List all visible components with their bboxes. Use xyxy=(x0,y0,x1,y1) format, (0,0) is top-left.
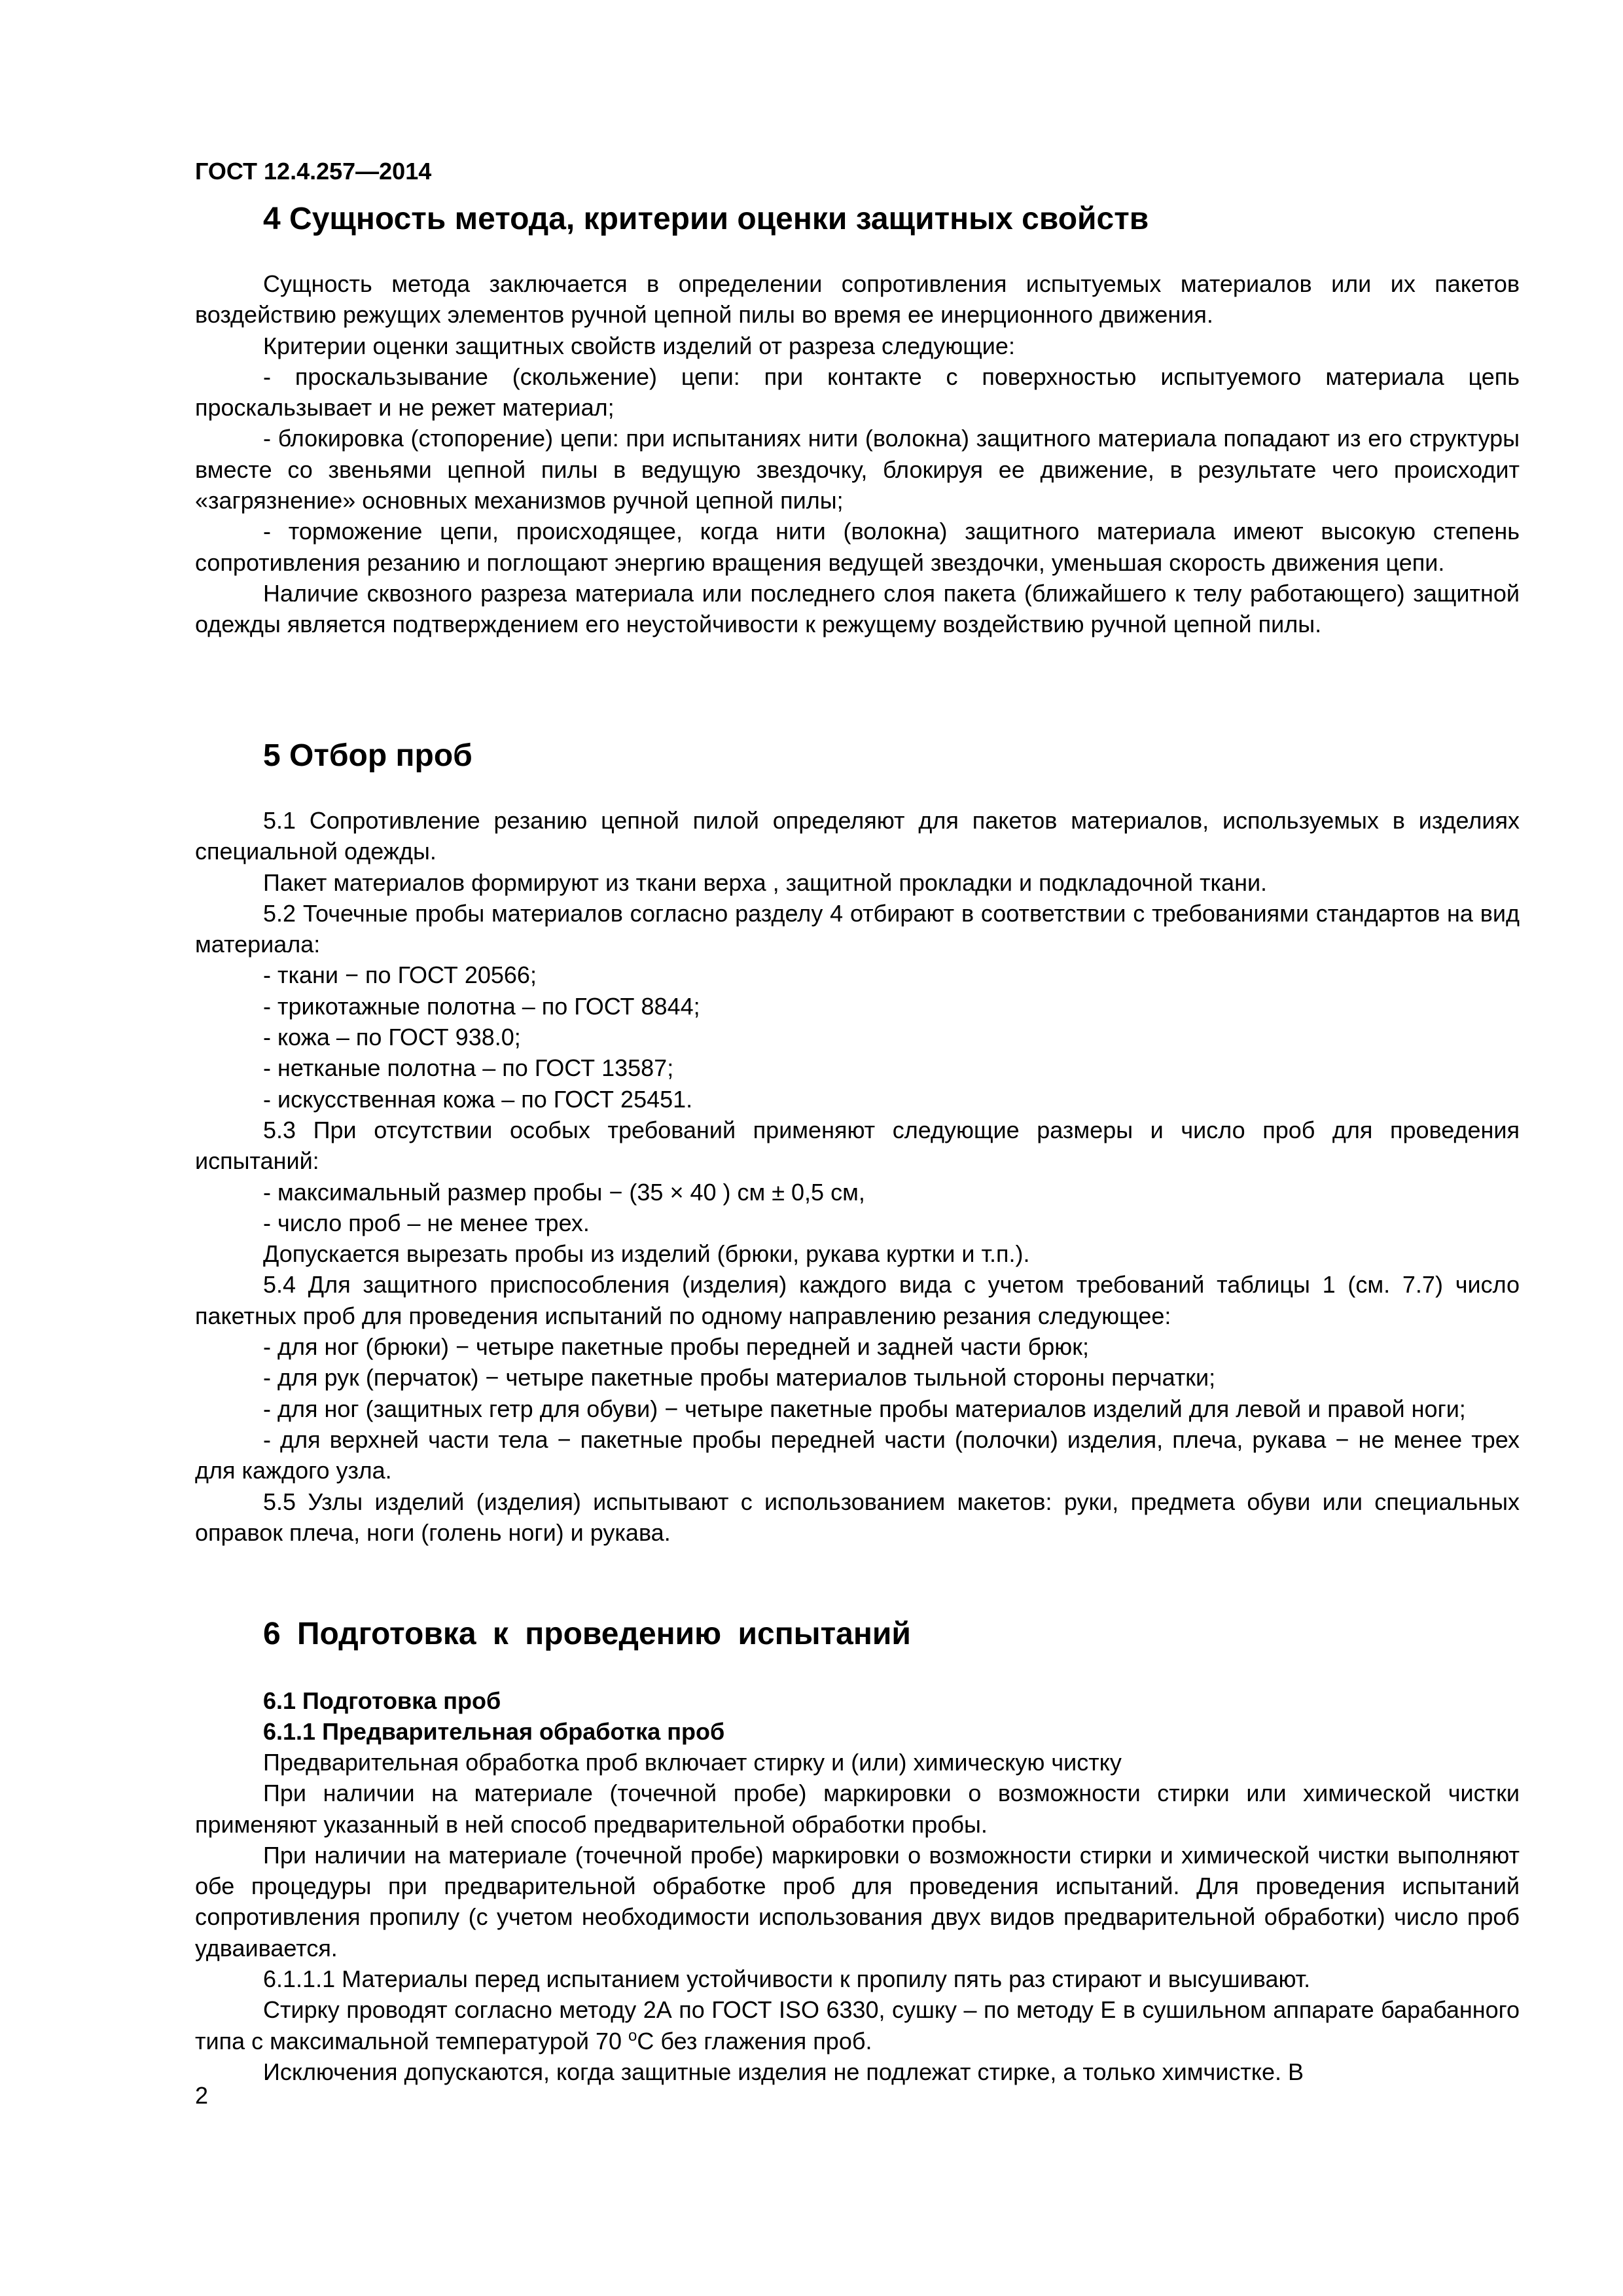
text-fragment: Стирку проводят согласно методу 2А по ГОСТ ISO 6330, сушку – по методу Е в сушильном аппарате барабанного типа с максимальной температурой 70 xyxy=(195,1996,1520,2054)
list-item: - ткани − по ГОСТ 20566; xyxy=(263,961,537,989)
paragraph: Наличие сквозного разреза материала или последнего слоя пакета (ближайшего к телу работающего) защитной одежды является подтверждением его неустойчивости к режущему воздействию ручной цепной пилы. xyxy=(195,579,1520,638)
list-item: - для ног (брюки) − четыре пакетные пробы передней и задней части брюк; xyxy=(263,1333,1090,1361)
superscript-degree: o xyxy=(628,2026,637,2045)
paragraph: При наличии на материале (точечной пробе) маркировки о возможности стирки и химической чистки выполняют обе процедуры при предварительной обработке проб для проведения испытаний. Для проведения испытаний сопротивления пропилу (с учетом необходимости использования двух видов предварительной обработки) число проб удваивается. xyxy=(195,1841,1520,1962)
paragraph: Предварительная обработка проб включает стирку и (или) химическую чистку xyxy=(263,1749,1122,1776)
list-item: - нетканые полотна – по ГОСТ 13587; xyxy=(263,1054,674,1082)
list-item: - кожа – по ГОСТ 938.0; xyxy=(263,1024,521,1051)
section-4-body xyxy=(195,268,1520,640)
section-6-body xyxy=(195,1685,1520,2087)
paragraph: 6.1.1.1 Материалы перед испытанием устойчивости к пропилу пять раз стирают и высушивают. xyxy=(263,1965,1311,1993)
list-item: - трикотажные полотна – по ГОСТ 8844; xyxy=(263,992,700,1020)
list-item: - число проб – не менее трех. xyxy=(263,1209,590,1236)
section-4-title: 4 Сущность метода, критерии оценки защитных свойств xyxy=(263,202,1149,236)
page-number: 2 xyxy=(195,2082,209,2109)
paragraph: Сущность метода заключается в определении сопротивления испытуемых материалов или их пакетов воздействию режущих элементов ручной цепной пилы во время ее инерционного движения. xyxy=(195,270,1520,329)
list-item: Допускается вырезать пробы из изделий (брюки, рукава куртки и т.п.). xyxy=(263,1240,1030,1268)
paragraph: - блокировка (стопорение) цепи: при испытаниях нити (волокна) защитного материала попадают из его структуры вместе со звеньями цепной пилы в ведущую звездочку, блокируя ее движение, в результате чего происходит «загрязнение» основных механизмов ручной цепной пилы; xyxy=(195,425,1520,514)
list-item: - максимальный размер пробы − (35 × 40 ) см ± 0,5 см, xyxy=(263,1178,865,1206)
paragraph: Исключения допускаются, когда защитные изделия не подлежат стирке, а только химчистке. В xyxy=(263,2058,1304,2085)
section-5-body xyxy=(195,805,1520,1548)
paragraph: При наличии на материале (точечной пробе) маркировки о возможности стирки или химической чистки применяют указанный в ней способ предварительной обработки пробы. xyxy=(195,1780,1520,1838)
paragraph: - проскальзывание (скольжение) цепи: при контакте с поверхностью испытуемого материала цепь проскальзывает и не режет материал; xyxy=(195,363,1520,422)
list-item: - для рук (перчаток) − четыре пакетные пробы материалов тыльной стороны перчатки; xyxy=(263,1364,1216,1391)
paragraph: 5.1 Сопротивление резанию цепной пилой определяют для пакетов материалов, используемых в изделиях специальной одежды. xyxy=(195,807,1520,865)
section-5-title: 5 Отбор проб xyxy=(263,738,473,773)
section-6 xyxy=(195,1615,1520,1654)
paragraph: 5.3 При отсутствии особых требований применяют следующие размеры и число проб для проведения испытаний: xyxy=(195,1116,1520,1175)
section-6-title: 6 Подготовка к проведению испытаний xyxy=(263,1617,911,1651)
subsection-title: 6.1.1 Предварительная обработка проб xyxy=(263,1718,725,1745)
text-fragment: С без глажения проб. xyxy=(637,2027,872,2054)
paragraph: - торможение цепи, происходящее, когда нити (волокна) защитного материала имеют высокую степень сопротивления резанию и поглощают энергию вращения ведущей звездочки, уменьшая скорость движения цепи. xyxy=(195,518,1520,576)
section-5 xyxy=(195,736,1520,776)
paragraph: - для верхней части тела − пакетные пробы передней части (полочки) изделия, плеча, рукава − не менее трех для каждого узла. xyxy=(195,1426,1520,1484)
subsection-title: 6.1 Подготовка проб xyxy=(263,1687,501,1714)
list-item: - искусственная кожа – по ГОСТ 25451. xyxy=(263,1085,693,1113)
paragraph: Критерии оценки защитных свойств изделий от разреза следующие: xyxy=(263,332,1015,359)
paragraph: Пакет материалов формируют из ткани верха , защитной прокладки и подкладочной ткани. xyxy=(263,869,1268,896)
paragraph: 5.5 Узлы изделий (изделия) испытывают с использованием макетов: руки, предмета обуви или специальных оправок плеча, ноги (голень ноги) и рукава. xyxy=(195,1488,1520,1546)
standard-header: ГОСТ 12.4.257—2014 xyxy=(195,158,432,185)
paragraph: 5.4 Для защитного приспособления (изделия) каждого вида с учетом требований таблицы 1 (см. 7.7) число пакетных проб для проведения испытаний по одному направлению резания следующее: xyxy=(195,1271,1520,1329)
paragraph xyxy=(195,1994,1520,2056)
paragraph: 5.2 Точечные пробы материалов согласно разделу 4 отбирают в соответствии с требованиями стандартов на вид материала: xyxy=(195,899,1520,958)
section-4 xyxy=(195,200,1520,239)
paragraph: - для ног (защитных гетр для обуви) − четыре пакетные пробы материалов изделий для левой и правой ноги; xyxy=(263,1395,1466,1422)
